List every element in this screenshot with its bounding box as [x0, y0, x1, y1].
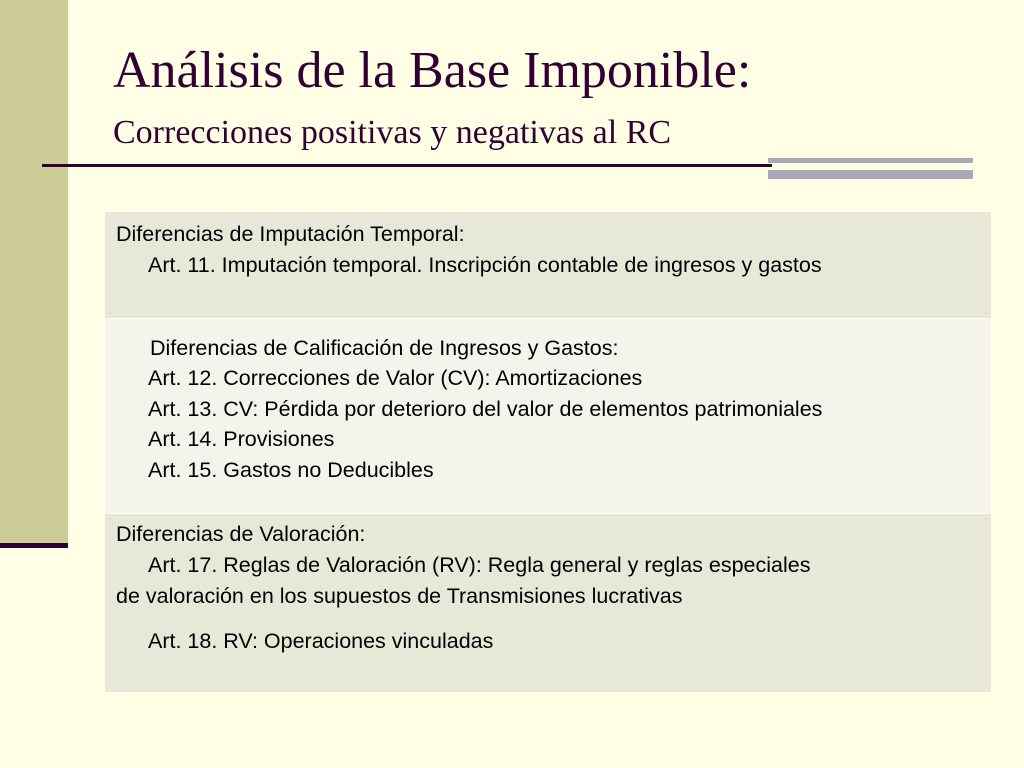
- content-table: [105, 212, 991, 692]
- row-article: Art. 14. Provisiones: [148, 427, 335, 451]
- table-row-imputacion-temporal: [105, 212, 991, 318]
- title-underline-gray-top: [768, 158, 973, 163]
- title-underline: [42, 164, 772, 167]
- row-heading: Diferencias de Calificación de Ingresos y Gastos:: [150, 336, 619, 360]
- table-row-calificacion: [105, 319, 991, 513]
- row-heading: Diferencias de Valoración:: [116, 522, 366, 546]
- row-article-continuation: de valoración en los supuestos de Transmisiones lucrativas: [116, 584, 683, 608]
- left-accent-bar-foot: [0, 543, 68, 548]
- row-article: Art. 15. Gastos no Deducibles: [148, 458, 434, 482]
- slide-subtitle: Correcciones positivas y negativas al RC: [113, 114, 672, 151]
- row-article: Art. 12. Correcciones de Valor (CV): Amortizaciones: [148, 366, 643, 390]
- slide-title: Análisis de la Base Imponible:: [113, 42, 752, 99]
- row-article: Art. 11. Imputación temporal. Inscripción contable de ingresos y gastos: [148, 253, 822, 277]
- row-heading: Diferencias de Imputación Temporal:: [116, 222, 465, 246]
- left-accent-bar: [0, 0, 68, 545]
- table-row-valoracion: [105, 514, 991, 692]
- title-underline-gray-bottom: [768, 170, 973, 179]
- row-article: Art. 17. Reglas de Valoración (RV): Regla general y reglas especiales: [148, 553, 811, 577]
- row-article: Art. 13. CV: Pérdida por deterioro del valor de elementos patrimoniales: [148, 397, 823, 421]
- row-article: Art. 18. RV: Operaciones vinculadas: [148, 629, 494, 653]
